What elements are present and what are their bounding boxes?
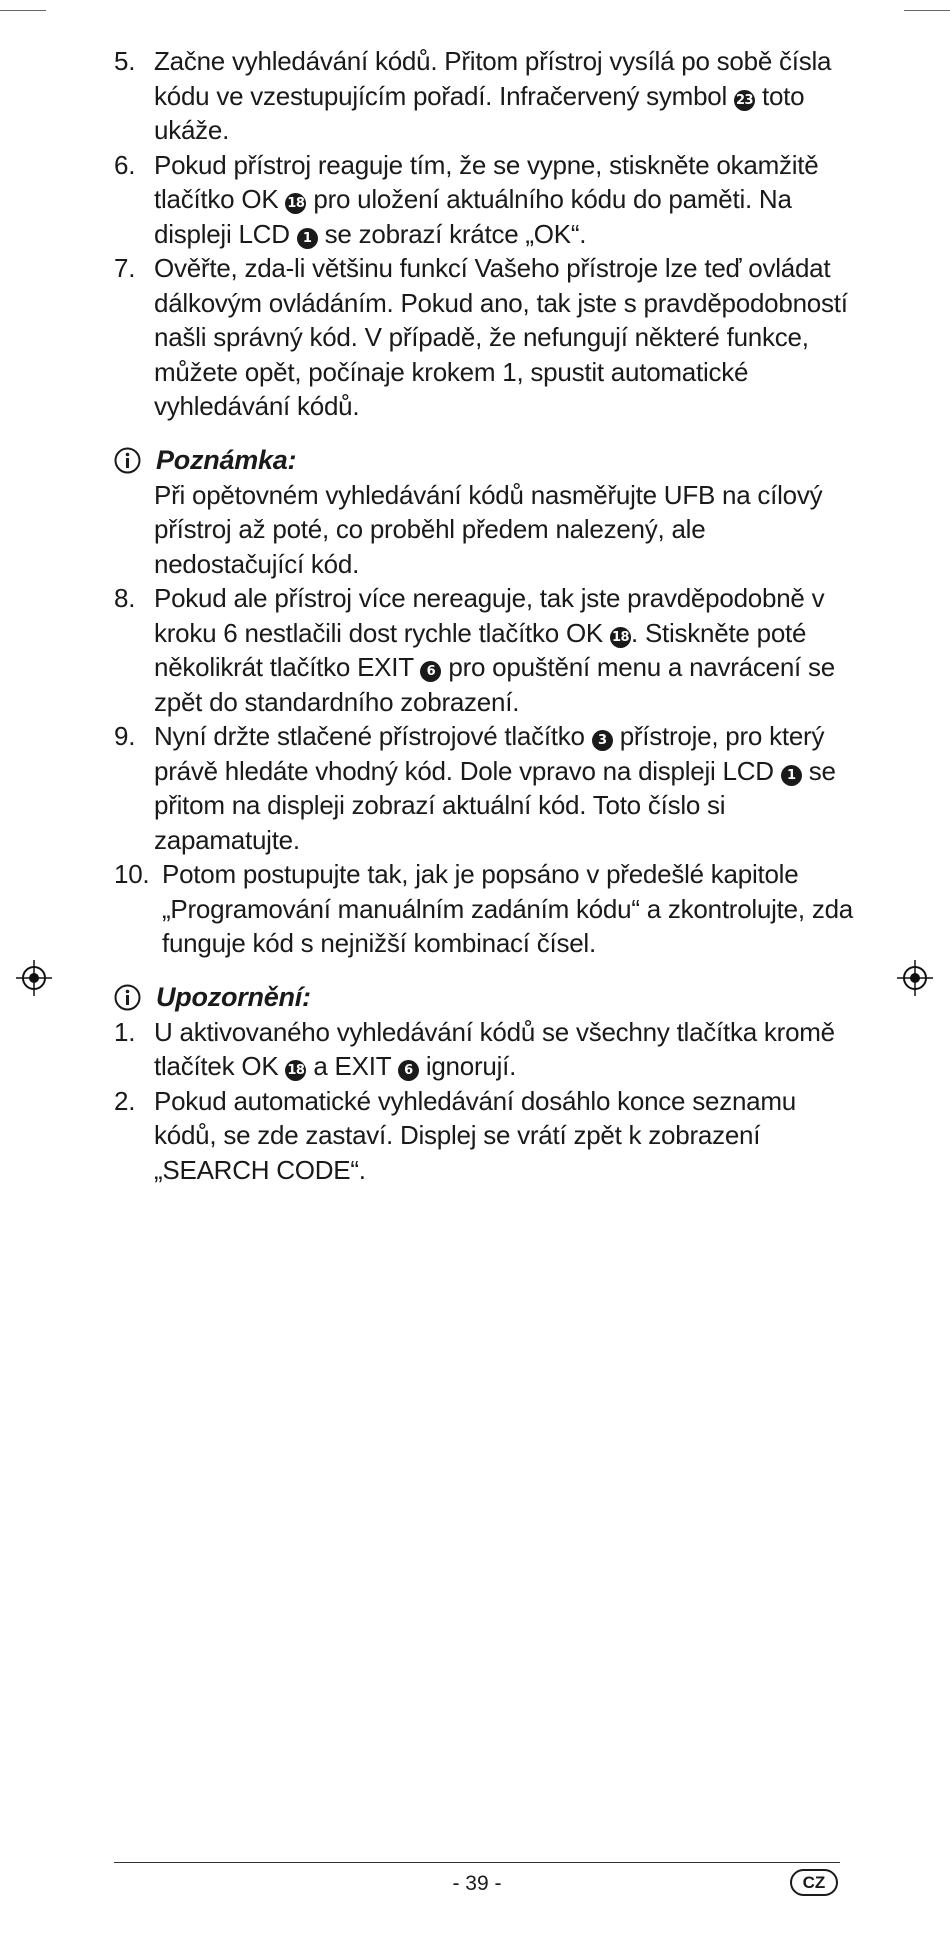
text-run: toto ukáže. xyxy=(154,80,805,145)
reference-number-badge: 6 xyxy=(420,661,441,682)
list-item-text xyxy=(154,719,854,857)
list-item-number: 5. xyxy=(114,46,136,76)
list-item-number: 1. xyxy=(114,1016,136,1047)
note-text: Při opětovném vyhledávání kódů nasměřujte UFB na cílový přístroj až poté, co proběhl předem nalezený, ale nedostačující kód. xyxy=(154,479,823,579)
reference-number-badge: 3 xyxy=(592,730,613,751)
registration-mark-icon xyxy=(16,960,52,996)
list-item-number: 10. xyxy=(114,859,150,889)
text-run: se zobrazí krátce „OK“. xyxy=(317,218,587,249)
list-item xyxy=(114,857,854,961)
footer-divider xyxy=(114,1862,840,1863)
text-run: Pokud ale přístroj více nereaguje, tak jste pravděpodobně v kroku 6 nestlačili dost rychle tlačítko OK xyxy=(154,583,825,648)
text-run: Nyní držte stlačené přístrojové tlačítko xyxy=(154,721,592,751)
list-item-number: 6. xyxy=(114,149,136,180)
language-badge: CZ xyxy=(790,1869,838,1896)
crop-mark-right xyxy=(904,10,950,11)
reference-number-badge: 23 xyxy=(734,90,755,111)
list-item xyxy=(114,44,854,148)
text-run: a EXIT xyxy=(306,1051,398,1081)
list-item xyxy=(114,148,854,252)
reference-number-badge: 1 xyxy=(781,765,802,786)
list-item xyxy=(114,1084,854,1188)
list-item-text xyxy=(154,44,854,148)
steps-list xyxy=(114,581,854,961)
list-item xyxy=(114,251,854,424)
list-item xyxy=(114,581,854,719)
text-run: ignorují. xyxy=(418,1051,517,1081)
text-run: . Stiskněte poté několikrát tlačítko EXIT xyxy=(154,617,807,682)
reference-number-badge: 18 xyxy=(285,193,306,214)
reference-number-badge: 1 xyxy=(297,228,318,249)
list-item-text xyxy=(154,251,854,424)
text-run: pro uložení aktuálního kódu do paměti. Na displeji LCD xyxy=(154,184,792,249)
list-item-text xyxy=(154,148,854,252)
list-item-text xyxy=(154,1084,854,1188)
list-item-text xyxy=(154,1015,854,1084)
reference-number-badge: 6 xyxy=(398,1060,419,1081)
steps-list xyxy=(114,44,854,424)
reference-number-badge: 18 xyxy=(610,627,631,648)
page-content xyxy=(114,44,854,1187)
text-run: U aktivovaného vyhledávání kódů se všechny tlačítka kromě tlačítek OK xyxy=(154,1016,835,1081)
crop-mark-left xyxy=(0,10,46,11)
reference-number-badge: 18 xyxy=(285,1060,306,1081)
registration-mark-icon xyxy=(897,960,933,996)
warnings-list xyxy=(114,1015,854,1188)
warning-title: Upozornění: xyxy=(156,982,311,1013)
text-run: Potom postupujte tak, jak je popsáno v předešlé kapitole „Programování manuálním zadáním kódu“ a zkontrolujte, zda funguje kód s nejnižší kombinací čísel. xyxy=(162,859,853,958)
list-item-number: 8. xyxy=(114,583,136,613)
note-title: Poznámka: xyxy=(156,445,297,476)
note-heading xyxy=(114,444,854,478)
list-item xyxy=(114,1015,854,1084)
list-item-number: 7. xyxy=(114,253,136,283)
text-run: Ověřte, zda-li většinu funkcí Vašeho přístroje lze teď ovládat dálkovým ovládáním. Pokud ano, tak jste s pravděpodobností našli správný kód. V případě, že nefungují některé funkce, můžete opět, počínaje krokem 1, spustit automatické vyhledávání kódů. xyxy=(154,253,848,421)
info-icon xyxy=(114,984,141,1011)
list-item-text xyxy=(162,857,854,961)
list-item-number: 2. xyxy=(114,1085,136,1116)
list-item-number: 9. xyxy=(114,721,136,751)
text-run: pro opuštění menu a navrácení se zpět do standardního zobrazení. xyxy=(154,652,835,717)
list-item xyxy=(114,719,854,857)
text-run: přístroje, pro který právě hledáte vhodný kód. Dole vpravo na displeji LCD xyxy=(154,721,825,786)
info-icon xyxy=(114,447,141,474)
text-run: se přitom na displeji zobrazí aktuální kód. Toto číslo si zapamatujte. xyxy=(154,755,836,855)
warning-heading xyxy=(114,981,854,1015)
text-run: Začne vyhledávání kódů. Přitom přístroj vysílá po sobě čísla kódu ve vzestupujícím pořadí. Infračervený symbol xyxy=(154,46,832,111)
text-run: Pokud automatické vyhledávání dosáhlo konce seznamu kódů, se zde zastaví. Displej se vrátí zpět k zobrazení „SEARCH CODE“. xyxy=(154,1085,796,1185)
text-run: Pokud přístroj reaguje tím, že se vypne, stiskněte okamžitě tlačítko OK xyxy=(154,149,819,214)
page-number: - 39 - xyxy=(452,1872,502,1895)
list-item-text xyxy=(154,581,854,719)
